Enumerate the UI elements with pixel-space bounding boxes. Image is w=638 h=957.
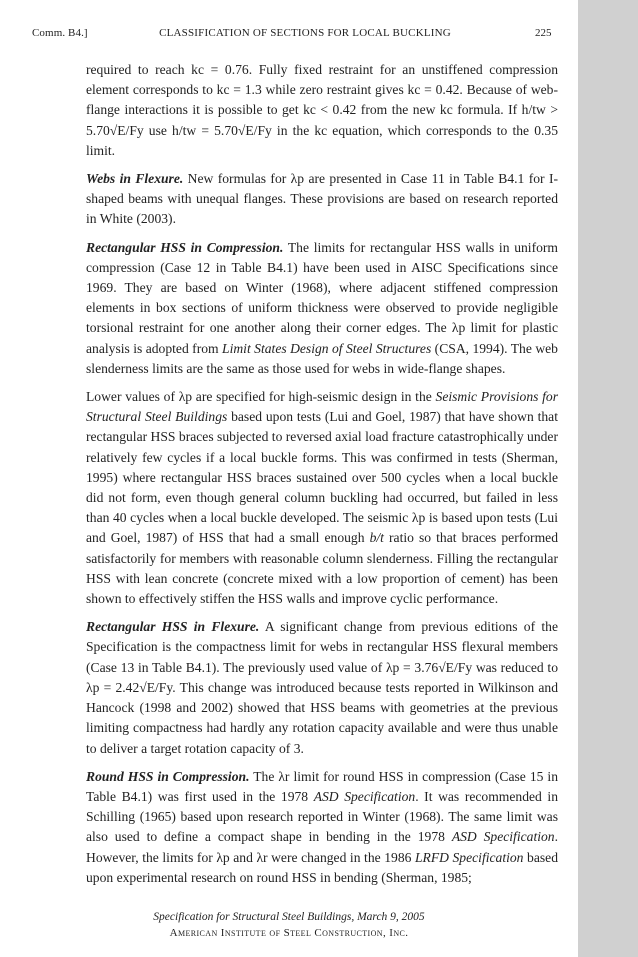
- paragraph-text: New formulas for λp are presented in Case 11 in Table B4.1 for I-shaped beams with unequal flanges. These provisions are based on research reported in White (2003).: [86, 171, 559, 227]
- paragraph-text: Lower values of λp are specified for high-seismic design in the: [86, 389, 436, 405]
- paragraph-text: Seismic Provisions for Structural Steel Buildings: [86, 389, 558, 425]
- paragraph-text: . It was recommended in Schilling (1965) based upon research reported in Winter (1968). The same limit was also used to define a compact shape in bending in the 1978: [86, 788, 558, 845]
- paragraph-text: LRFD Specification: [414, 849, 524, 865]
- paragraph: [86, 617, 558, 758]
- paragraph-heading: Rectangular HSS in Compression.: [86, 239, 284, 255]
- paragraph-text: The limits for rectangular HSS walls in uniform compression (Case 12 in Table B4.1) have been used in AISC Specifications since 1969. They are based on Winter (1968), where adjacent stiffened compression elements in box sections of uniform thickness were observed to provide negligible torsional restraint for one another along their corner edges. The λp limit for plastic analysis is adopted from: [86, 239, 559, 356]
- page-edge-tab: [578, 0, 638, 957]
- paragraph-text: ratio so that braces performed satisfactorily for members with reasonable column slenderness. Filling the rectangular HSS with lean concrete (concrete mixed with a low proportion of cement) has been shown to effectively stiffen the HSS walls and improve cyclic performance.: [86, 530, 558, 607]
- paragraph-text: (CSA, 1994). The web slenderness limits are the same as those used for webs in wide-flange shapes.: [86, 340, 558, 376]
- paragraph-text: . However, the limits for λp and λr were changed in the 1986: [86, 829, 558, 865]
- running-header-section: Comm. B4.]: [32, 27, 88, 39]
- paragraph-text: A significant change from previous editions of the Specification is the compactness limit for webs in rectangular HSS flexural members (Case 13 in Table B4.1). The previously used value of λp = 3.76√E/Fy was reduced to λp = 2.42√E/Fy. This change was introduced because tests reported in Wilkinson and Hancock (1998 and 2002) showed that HSS beams with geometries at the previous limiting compactness had hardly any rotation capacity available and were thus unable to deliver a target rotation capacity of 3.: [86, 619, 558, 756]
- paragraph-text: Limit States Design of Steel Structures: [222, 340, 432, 356]
- paragraph-text: b/t: [369, 530, 384, 546]
- paragraph-heading: Round HSS in Compression.: [86, 768, 250, 784]
- paragraph-text: ASD Specification: [313, 788, 416, 804]
- footer-publisher: American Institute of Steel Construction, Inc.: [169, 927, 409, 939]
- paragraph-text: based upon tests (Lui and Goel, 1987) that have shown that rectangular HSS braces subjected to reversed axial load fracture catastrophically under relatively few cycles if a local buckle forms. This was confirmed in tests (Sherman, 1995) where rectangular HSS braces sustained over 500 cycles when a local buckle did not form, even though general column buckling had occurred, but failed in less than 40 cycles when a local buckle developed. The seismic λp is based upon tests (Lui and Goel, 1987) of HSS that had a small enough: [86, 409, 558, 546]
- paragraph-text: based upon experimental research on round HSS in bending (Sherman, 1985;: [86, 849, 558, 885]
- paragraph: [86, 169, 558, 230]
- paragraph: [86, 767, 558, 888]
- page-number: 225: [535, 27, 552, 39]
- paragraph: [86, 60, 558, 161]
- running-header-title: CLASSIFICATION OF SECTIONS FOR LOCAL BUCKLING: [159, 27, 451, 39]
- paragraph-text: The λr limit for round HSS in compression (Case 15 in Table B4.1) was first used in the 1978: [86, 768, 558, 804]
- footer-spec-title: Specification for Structural Steel Buildings, March 9, 2005: [153, 911, 425, 923]
- paragraph-heading: Rectangular HSS in Flexure.: [86, 619, 260, 635]
- paragraph: [86, 238, 558, 379]
- paragraph-text: ASD Specification: [451, 829, 555, 845]
- paragraph: [86, 387, 558, 609]
- paragraph-heading: Webs in Flexure.: [86, 171, 184, 187]
- paragraph-text: required to reach kc = 0.76. Fully fixed restraint for an unstiffened compression element corresponds to kc = 1.3 while zero restraint gives kc = 0.42. Because of web-flange interactions it is possible to get kc < 0.42 from the new kc formula. If h/tw > 5.70√E/Fy use h/tw = 5.70√E/Fy in the kc equation, which corresponds to the 0.35 limit.: [86, 62, 558, 158]
- body-text: [86, 60, 558, 896]
